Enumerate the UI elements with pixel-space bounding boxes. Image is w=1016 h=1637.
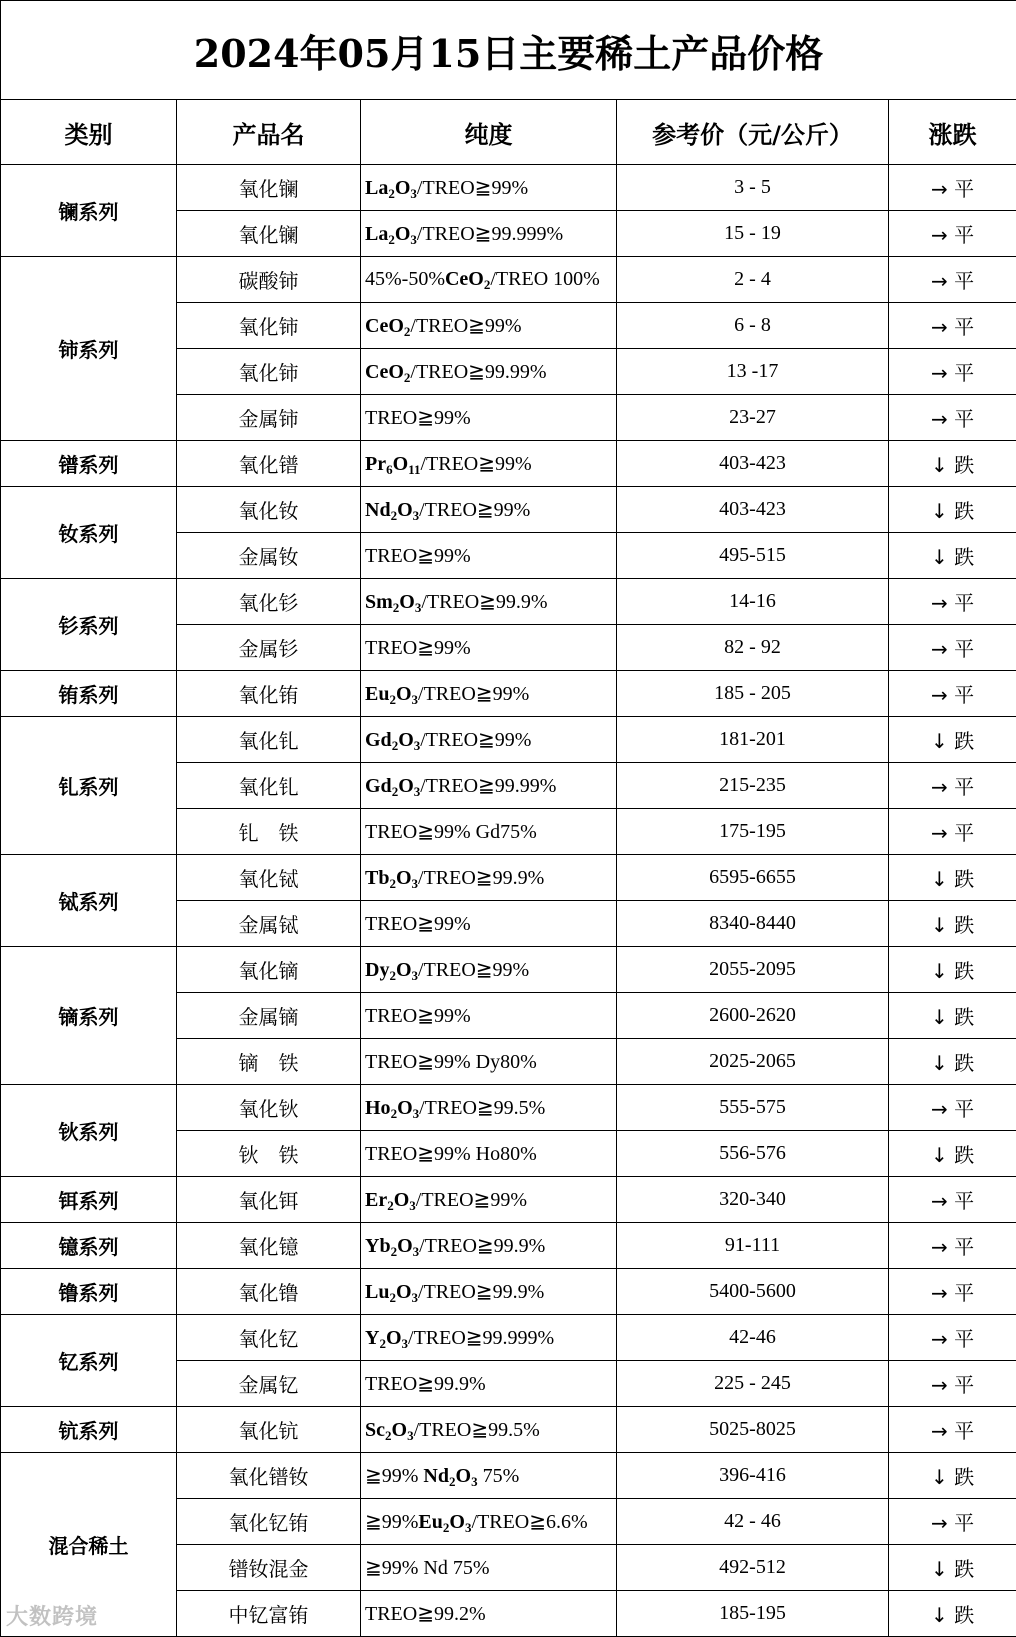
purity-text: /TREO≧99%	[418, 683, 530, 705]
price-cell: 8340-8440	[617, 901, 889, 947]
product-cell: 氧化钪	[177, 1407, 361, 1453]
trend-cell: ↓ 跌	[889, 901, 1016, 947]
price-cell: 555-575	[617, 1085, 889, 1131]
purity-text: ≧99% Nd 75%	[365, 1557, 490, 1579]
page-title: 2024年05月15日主要稀土产品价格	[1, 1, 1016, 100]
price-cell: 403-423	[617, 441, 889, 487]
purity-text: /TREO≧99.5%	[413, 1419, 540, 1441]
purity-subscript: 3	[411, 692, 419, 707]
trend-cell: ↓ 跌	[889, 855, 1016, 901]
purity-cell	[361, 349, 617, 395]
purity-subscript: 2	[403, 370, 411, 385]
product-cell: 氧化镥	[177, 1269, 361, 1315]
category-cell: 铈系列	[1, 257, 177, 441]
trend-cell: → 平	[889, 1361, 1016, 1407]
purity-text: /TREO≧99.9%	[418, 867, 545, 889]
purity-subscript: 2	[388, 186, 395, 201]
category-cell: 铽系列	[1, 855, 177, 947]
purity-cell	[361, 717, 617, 763]
table-row	[1, 1407, 1016, 1453]
purity-text: /TREO≧99%	[418, 959, 530, 981]
purity-text: /TREO≧99%	[419, 499, 531, 521]
purity-cell	[361, 1591, 617, 1637]
purity-text: TREO≧99% Gd75%	[365, 821, 537, 843]
purity-formula: Tb	[365, 867, 390, 889]
purity-formula: La	[365, 223, 389, 245]
trend-cell: → 平	[889, 165, 1016, 211]
price-cell: 492-512	[617, 1545, 889, 1591]
product-cell: 中钇富铕	[177, 1591, 361, 1637]
purity-text: TREO≧99% Ho80%	[365, 1143, 537, 1165]
category-cell: 钆系列	[1, 717, 177, 855]
purity-cell	[361, 1039, 617, 1085]
purity-cell	[361, 165, 617, 211]
trend-cell: ↓ 跌	[889, 1453, 1016, 1499]
product-cell: 氧化镝	[177, 947, 361, 993]
watermark: 大数跨境	[6, 1605, 99, 1630]
purity-formula: O	[395, 1281, 412, 1303]
purity-subscript: 2	[389, 968, 396, 983]
purity-subscript: 3	[414, 600, 422, 615]
trend-cell: → 平	[889, 1315, 1016, 1361]
purity-text: TREO≧99%	[365, 407, 471, 429]
purity-cell	[361, 1453, 617, 1499]
purity-formula: O	[394, 177, 411, 199]
product-cell: 氧化钐	[177, 579, 361, 625]
price-cell: 320-340	[617, 1177, 889, 1223]
product-cell: 氧化镧	[177, 165, 361, 211]
price-cell: 6595-6655	[617, 855, 889, 901]
category-cell: 镨系列	[1, 441, 177, 487]
table-row	[1, 579, 1016, 625]
product-cell: 金属钇	[177, 1361, 361, 1407]
category-cell: 铒系列	[1, 1177, 177, 1223]
product-cell: 镝 铁	[177, 1039, 361, 1085]
purity-cell	[361, 1269, 617, 1315]
trend-cell: → 平	[889, 1499, 1016, 1545]
purity-formula: Y	[365, 1327, 380, 1349]
table-row	[1, 165, 1016, 211]
purity-text: /TREO≧99.999%	[416, 223, 564, 245]
purity-subscript: 2	[403, 324, 411, 339]
price-cell: 556-576	[617, 1131, 889, 1177]
purity-formula: O	[397, 1235, 413, 1257]
purity-cell	[361, 395, 617, 441]
product-cell: 氧化镧	[177, 211, 361, 257]
trend-cell: → 平	[889, 763, 1016, 809]
price-cell: 23-27	[617, 395, 889, 441]
table-row	[1, 1085, 1016, 1131]
trend-cell: ↓ 跌	[889, 1545, 1016, 1591]
purity-subscript: 2	[483, 277, 491, 292]
purity-formula: Nd	[365, 499, 391, 521]
purity-subscript: 2	[391, 784, 399, 799]
product-cell: 氧化钇	[177, 1315, 361, 1361]
category-cell: 镝系列	[1, 947, 177, 1085]
purity-subscript: 2	[387, 1198, 394, 1213]
price-cell: 42-46	[617, 1315, 889, 1361]
product-cell: 金属钕	[177, 533, 361, 579]
purity-formula: O	[385, 1327, 402, 1349]
purity-cell	[361, 441, 617, 487]
product-cell: 氧化铈	[177, 349, 361, 395]
category-cell: 钐系列	[1, 579, 177, 671]
product-cell: 氧化镨钕	[177, 1453, 361, 1499]
purity-formula: O	[397, 1097, 413, 1119]
trend-cell: ↓ 跌	[889, 1591, 1016, 1637]
purity-subscript: 3	[464, 1520, 472, 1535]
purity-formula: Ho	[365, 1097, 391, 1119]
price-cell: 175-195	[617, 809, 889, 855]
purity-subscript: 3	[401, 1336, 409, 1351]
trend-cell: ↓ 跌	[889, 487, 1016, 533]
price-cell: 225 - 245	[617, 1361, 889, 1407]
price-cell: 13 -17	[617, 349, 889, 395]
purity-formula: O	[394, 223, 411, 245]
purity-subscript: 2	[390, 508, 398, 523]
purity-subscript: 2	[449, 1474, 456, 1489]
purity-formula: Eu	[365, 683, 390, 705]
purity-formula: Lu	[365, 1281, 390, 1303]
trend-cell: → 平	[889, 1177, 1016, 1223]
purity-formula: Gd	[365, 729, 392, 751]
product-cell: 氧化铽	[177, 855, 361, 901]
trend-cell: → 平	[889, 211, 1016, 257]
purity-subscript: 3	[413, 784, 421, 799]
purity-cell	[361, 625, 617, 671]
table-row	[1, 1453, 1016, 1499]
purity-formula: O	[395, 867, 412, 889]
product-cell: 氧化铒	[177, 1177, 361, 1223]
purity-subscript: 2	[389, 692, 396, 707]
purity-formula: O	[397, 499, 413, 521]
product-cell: 氧化铕	[177, 671, 361, 717]
purity-text: /TREO≧99.9%	[421, 591, 548, 613]
purity-formula: O	[392, 453, 409, 475]
price-cell: 42 - 46	[617, 1499, 889, 1545]
product-cell: 氧化铈	[177, 303, 361, 349]
product-cell: 碳酸铈	[177, 257, 361, 303]
purity-subscript: 11	[408, 462, 421, 477]
trend-cell: → 平	[889, 579, 1016, 625]
purity-cell	[361, 211, 617, 257]
purity-text: TREO≧99.2%	[365, 1603, 486, 1625]
purity-text: /TREO≧99.5%	[419, 1097, 546, 1119]
product-cell: 钬 铁	[177, 1131, 361, 1177]
purity-subscript: 2	[385, 1428, 392, 1443]
price-cell: 14-16	[617, 579, 889, 625]
purity-text: ≧99%	[365, 1511, 419, 1533]
purity-text: /TREO≧99.99%	[410, 361, 547, 383]
purity-cell	[361, 1085, 617, 1131]
price-cell: 403-423	[617, 487, 889, 533]
price-cell: 3 - 5	[617, 165, 889, 211]
table-row	[1, 1269, 1016, 1315]
purity-formula: CeO	[365, 361, 404, 383]
trend-cell: → 平	[889, 1269, 1016, 1315]
trend-cell: → 平	[889, 1085, 1016, 1131]
trend-cell: → 平	[889, 1223, 1016, 1269]
purity-formula: Er	[365, 1189, 388, 1211]
purity-cell	[361, 1315, 617, 1361]
price-cell: 5025-8025	[617, 1407, 889, 1453]
purity-subscript: 3	[412, 508, 420, 523]
trend-cell: ↓ 跌	[889, 1039, 1016, 1085]
trend-cell: → 平	[889, 395, 1016, 441]
purity-subscript: 2	[388, 232, 395, 247]
trend-cell: → 平	[889, 671, 1016, 717]
category-cell: 混合稀土	[1, 1453, 177, 1637]
price-cell: 2600-2620	[617, 993, 889, 1039]
trend-cell: → 平	[889, 303, 1016, 349]
purity-subscript: 3	[407, 1428, 414, 1443]
category-cell: 铕系列	[1, 671, 177, 717]
header-row	[1, 100, 1016, 165]
purity-formula: Eu	[418, 1511, 443, 1533]
purity-cell	[361, 1223, 617, 1269]
purity-formula: Dy	[365, 959, 390, 981]
purity-cell	[361, 855, 617, 901]
header-category: 类别	[1, 100, 177, 165]
category-cell: 镥系列	[1, 1269, 177, 1315]
purity-formula: O	[398, 775, 414, 797]
category-cell: 镱系列	[1, 1223, 177, 1269]
purity-cell	[361, 579, 617, 625]
purity-cell	[361, 257, 617, 303]
purity-formula: O	[395, 959, 412, 981]
purity-text: TREO≧99% Dy80%	[365, 1051, 537, 1073]
trend-cell: ↓ 跌	[889, 947, 1016, 993]
purity-subscript: 3	[412, 1106, 420, 1121]
table-body	[1, 165, 1016, 1637]
purity-formula: Nd	[423, 1465, 449, 1487]
price-cell: 215-235	[617, 763, 889, 809]
purity-subscript: 2	[442, 1520, 450, 1535]
purity-cell	[361, 487, 617, 533]
purity-subscript: 3	[411, 876, 419, 891]
purity-formula: O	[398, 729, 414, 751]
price-cell: 2 - 4	[617, 257, 889, 303]
purity-subscript: 2	[390, 1244, 398, 1259]
category-cell: 钕系列	[1, 487, 177, 579]
purity-text: /TREO≧99%	[420, 453, 532, 475]
purity-text: /TREO≧99.999%	[408, 1327, 555, 1349]
trend-cell: ↓ 跌	[889, 441, 1016, 487]
purity-cell	[361, 993, 617, 1039]
purity-text: TREO≧99%	[365, 1005, 471, 1027]
product-cell: 氧化钬	[177, 1085, 361, 1131]
purity-formula: O	[395, 683, 412, 705]
trend-cell: → 平	[889, 809, 1016, 855]
trend-cell: → 平	[889, 349, 1016, 395]
purity-text: ≧99%	[365, 1465, 424, 1487]
purity-cell	[361, 901, 617, 947]
purity-formula: Pr	[365, 453, 387, 475]
purity-subscript: 2	[391, 738, 399, 753]
product-cell: 氧化镱	[177, 1223, 361, 1269]
trend-cell: ↓ 跌	[889, 1131, 1016, 1177]
purity-text: /TREO 100%	[490, 268, 600, 290]
table-row	[1, 1315, 1016, 1361]
price-cell: 495-515	[617, 533, 889, 579]
category-cell: 钪系列	[1, 1407, 177, 1453]
purity-subscript: 3	[471, 1474, 478, 1489]
product-cell: 金属铽	[177, 901, 361, 947]
purity-cell	[361, 763, 617, 809]
purity-text: 45%-50%	[365, 268, 445, 290]
price-cell: 185-195	[617, 1591, 889, 1637]
purity-subscript: 3	[410, 232, 417, 247]
product-cell: 金属镝	[177, 993, 361, 1039]
purity-formula: Yb	[365, 1235, 391, 1257]
table-row	[1, 947, 1016, 993]
purity-subscript: 2	[392, 600, 400, 615]
trend-cell: → 平	[889, 1407, 1016, 1453]
price-cell: 2055-2095	[617, 947, 889, 993]
table-row	[1, 441, 1016, 487]
table-row	[1, 257, 1016, 303]
purity-cell	[361, 671, 617, 717]
table-row	[1, 717, 1016, 763]
purity-cell	[361, 1407, 617, 1453]
header-product: 产品名	[177, 100, 361, 165]
purity-subscript: 2	[379, 1336, 386, 1351]
header-trend: 涨跌	[889, 100, 1016, 165]
purity-text: TREO≧99.9%	[365, 1373, 486, 1395]
price-cell: 396-416	[617, 1453, 889, 1499]
header-price: 参考价（元/公斤）	[617, 100, 889, 165]
purity-formula: O	[449, 1511, 465, 1533]
purity-formula: CeO	[365, 315, 404, 337]
product-cell: 氧化钆	[177, 717, 361, 763]
trend-cell: ↓ 跌	[889, 717, 1016, 763]
product-cell: 金属钐	[177, 625, 361, 671]
product-cell: 氧化镨	[177, 441, 361, 487]
product-cell: 钆 铁	[177, 809, 361, 855]
purity-subscript: 2	[390, 1106, 398, 1121]
table-row	[1, 671, 1016, 717]
price-cell: 181-201	[617, 717, 889, 763]
table-row	[1, 487, 1016, 533]
product-cell: 氧化钇铕	[177, 1499, 361, 1545]
price-cell: 82 - 92	[617, 625, 889, 671]
purity-text: TREO≧99%	[365, 545, 471, 567]
purity-subscript: 3	[410, 186, 417, 201]
purity-subscript: 6	[386, 462, 393, 477]
purity-subscript: 2	[389, 1290, 396, 1305]
purity-cell	[361, 1177, 617, 1223]
purity-cell	[361, 1361, 617, 1407]
purity-subscript: 3	[409, 1198, 416, 1213]
purity-text: /TREO≧99%	[410, 315, 522, 337]
purity-text: /TREO≧6.6%	[471, 1511, 588, 1533]
product-cell: 氧化钆	[177, 763, 361, 809]
purity-formula: La	[365, 177, 389, 199]
trend-cell: ↓ 跌	[889, 533, 1016, 579]
price-cell: 91-111	[617, 1223, 889, 1269]
purity-cell	[361, 1545, 617, 1591]
table-row	[1, 1223, 1016, 1269]
price-cell: 5400-5600	[617, 1269, 889, 1315]
purity-text: TREO≧99%	[365, 637, 471, 659]
purity-cell	[361, 1131, 617, 1177]
product-cell: 镨钕混金	[177, 1545, 361, 1591]
purity-formula: O	[455, 1465, 472, 1487]
purity-cell	[361, 947, 617, 993]
purity-text: 75%	[477, 1465, 520, 1487]
header-purity: 纯度	[361, 100, 617, 165]
purity-formula: O	[391, 1419, 408, 1441]
purity-text: /TREO≧99.9%	[419, 1235, 546, 1257]
purity-formula: Sc	[365, 1419, 385, 1441]
category-cell: 钬系列	[1, 1085, 177, 1177]
purity-subscript: 2	[389, 876, 396, 891]
purity-text: /TREO≧99%	[416, 177, 529, 199]
purity-text: /TREO≧99%	[415, 1189, 527, 1211]
trend-cell: → 平	[889, 625, 1016, 671]
purity-cell	[361, 303, 617, 349]
price-cell: 2025-2065	[617, 1039, 889, 1085]
purity-formula: O	[393, 1189, 410, 1211]
table-row	[1, 855, 1016, 901]
purity-formula: Sm	[365, 591, 393, 613]
price-cell: 185 - 205	[617, 671, 889, 717]
purity-subscript: 3	[411, 1290, 419, 1305]
purity-formula: O	[399, 591, 415, 613]
table-row	[1, 1177, 1016, 1223]
purity-formula: CeO	[444, 268, 484, 290]
purity-formula: Gd	[365, 775, 392, 797]
purity-cell	[361, 533, 617, 579]
purity-subscript: 3	[412, 1244, 420, 1259]
purity-cell	[361, 809, 617, 855]
trend-cell: ↓ 跌	[889, 993, 1016, 1039]
purity-text: /TREO≧99.99%	[420, 775, 557, 797]
product-cell: 金属铈	[177, 395, 361, 441]
price-cell: 15 - 19	[617, 211, 889, 257]
purity-text: /TREO≧99.9%	[418, 1281, 545, 1303]
purity-subscript: 3	[411, 968, 419, 983]
category-cell: 镧系列	[1, 165, 177, 257]
purity-text: TREO≧99%	[365, 913, 471, 935]
price-cell: 6 - 8	[617, 303, 889, 349]
category-cell: 钇系列	[1, 1315, 177, 1407]
purity-text: /TREO≧99%	[420, 729, 532, 751]
trend-cell: → 平	[889, 257, 1016, 303]
purity-subscript: 3	[413, 738, 421, 753]
product-cell: 氧化钕	[177, 487, 361, 533]
purity-cell	[361, 1499, 617, 1545]
